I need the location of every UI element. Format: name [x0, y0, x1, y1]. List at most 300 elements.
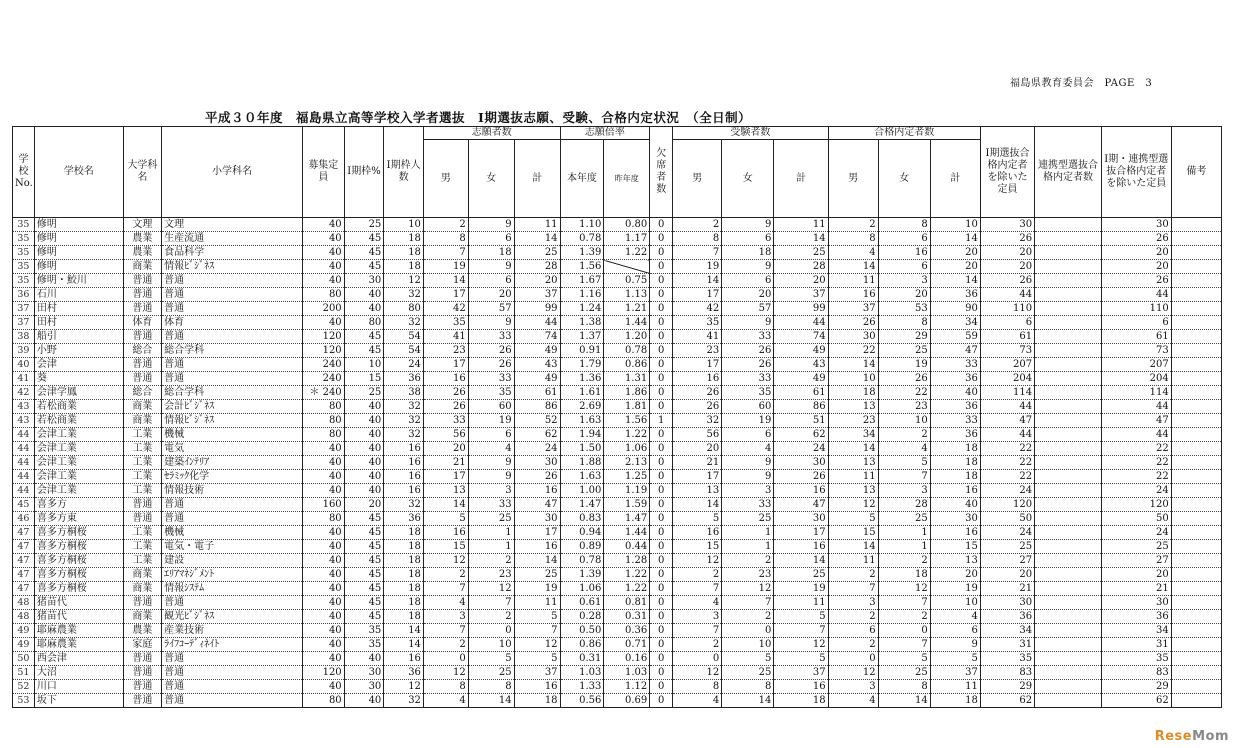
cell-c1: 73: [980, 344, 1034, 358]
cell-ef: 2: [722, 554, 774, 568]
table-row: [13, 582, 1222, 596]
cell-at: 20: [514, 274, 560, 288]
cell-cap: 40: [302, 638, 344, 652]
cell-r2: 1.47: [604, 512, 650, 526]
cell-sub: ｾﾗﾐｯｸ化学: [162, 470, 303, 484]
cell-am: 4: [423, 694, 468, 708]
cell-r2: 0.80: [604, 218, 650, 232]
cell-ef: 33: [722, 372, 774, 386]
cell-c2: 20: [1101, 568, 1171, 582]
cell-sub: 文理: [162, 218, 303, 232]
cell-r1: 1.10: [560, 218, 604, 232]
cell-am: 2: [423, 568, 468, 582]
cell-rk: [1035, 372, 1102, 386]
cell-no: 40: [13, 358, 35, 372]
cell-af: 33: [468, 330, 514, 344]
cell-sub: 機械: [162, 526, 303, 540]
cell-et: 51: [774, 414, 828, 428]
cell-ef: 0: [722, 624, 774, 638]
cell-pt: 10: [930, 218, 980, 232]
cell-r2: 0.44: [604, 540, 650, 554]
cell-ab: 0: [650, 400, 673, 414]
cell-pct: 45: [344, 232, 384, 246]
cell-fac: 工業: [123, 554, 162, 568]
cell-c1: 44: [980, 400, 1034, 414]
cell-sub: 普通: [162, 358, 303, 372]
cell-c1: 29: [980, 680, 1034, 694]
cell-fac: 工業: [123, 456, 162, 470]
header-applicants: 志願者数: [423, 127, 560, 140]
cell-pf: 10: [878, 414, 930, 428]
cell-rm: [1171, 582, 1221, 596]
cell-rm: [1171, 260, 1221, 274]
cell-r2: 1.44: [604, 316, 650, 330]
cell-fac: 普通: [123, 694, 162, 708]
cell-am: 35: [423, 316, 468, 330]
cell-sub: 建設: [162, 554, 303, 568]
cell-af: 6: [468, 428, 514, 442]
cell-no: 49: [13, 638, 35, 652]
cell-sub: 機械: [162, 428, 303, 442]
cell-pf: 3: [878, 484, 930, 498]
cell-c2: 30: [1101, 596, 1171, 610]
cell-et: 20: [774, 274, 828, 288]
cell-cap: 40: [302, 456, 344, 470]
cell-num: 10: [384, 218, 424, 232]
cell-pct: 25: [344, 386, 384, 400]
cell-ef: 20: [722, 288, 774, 302]
cell-school: 修明: [34, 246, 123, 260]
cell-no: 36: [13, 288, 35, 302]
cell-et: 62: [774, 428, 828, 442]
cell-cap: 40: [302, 596, 344, 610]
cell-em: 26: [673, 400, 722, 414]
cell-r1: 1.03: [560, 666, 604, 680]
cell-ef: 3: [722, 484, 774, 498]
cell-et: 14: [774, 232, 828, 246]
cell-ab: 0: [650, 456, 673, 470]
cell-ab: 0: [650, 344, 673, 358]
cell-rk: [1035, 358, 1102, 372]
table-row: [13, 680, 1222, 694]
cell-pct: 45: [344, 582, 384, 596]
cell-cap: 40: [302, 316, 344, 330]
cell-c1: 26: [980, 274, 1034, 288]
cell-c1: 34: [980, 624, 1034, 638]
cell-r2: 1.56: [604, 414, 650, 428]
cell-r2: 2.13: [604, 456, 650, 470]
header-renkei: 連携型選抜合格内定者数: [1035, 127, 1102, 218]
cell-fac: 普通: [123, 372, 162, 386]
cell-pf: 5: [878, 456, 930, 470]
cell-at: 11: [514, 596, 560, 610]
cell-sub: ｴﾘｱﾏﾈｼﾞﾒﾝﾄ: [162, 568, 303, 582]
table-row: [13, 274, 1222, 288]
cell-pm: 13: [828, 484, 878, 498]
cell-am: 0: [423, 652, 468, 666]
cell-pf: 22: [878, 386, 930, 400]
header-passed: 合格内定者数: [828, 127, 980, 140]
cell-c1: 83: [980, 666, 1034, 680]
cell-rk: [1035, 442, 1102, 456]
cell-c2: 25: [1101, 540, 1171, 554]
cell-at: 5: [514, 652, 560, 666]
cell-c2: 34: [1101, 624, 1171, 638]
cell-af: 25: [468, 666, 514, 680]
cell-rm: [1171, 414, 1221, 428]
cell-pt: 34: [930, 316, 980, 330]
cell-school: 修明: [34, 218, 123, 232]
cell-ef: 10: [722, 638, 774, 652]
header-exam-female: 女: [722, 140, 774, 218]
cell-pct: 40: [344, 694, 384, 708]
cell-r2: 0.16: [604, 652, 650, 666]
cell-at: 25: [514, 246, 560, 260]
cell-ef: 8: [722, 680, 774, 694]
cell-cap: 80: [302, 428, 344, 442]
cell-pct: 35: [344, 638, 384, 652]
table-row: [13, 414, 1222, 428]
cell-rm: [1171, 344, 1221, 358]
cell-pct: 45: [344, 526, 384, 540]
cell-no: 44: [13, 470, 35, 484]
cell-rm: [1171, 680, 1221, 694]
cell-pf: 23: [878, 400, 930, 414]
cell-pm: 14: [828, 358, 878, 372]
table-row: [13, 442, 1222, 456]
cell-pf: 28: [878, 498, 930, 512]
cell-pm: 7: [828, 582, 878, 596]
cell-et: 11: [774, 596, 828, 610]
cell-am: 33: [423, 414, 468, 428]
cell-num: 12: [384, 274, 424, 288]
cell-ab: 0: [650, 470, 673, 484]
cell-pf: 25: [878, 666, 930, 680]
cell-sub: 普通: [162, 498, 303, 512]
table-row: [13, 624, 1222, 638]
cell-pm: 11: [828, 470, 878, 484]
cell-cap: 80: [302, 512, 344, 526]
table-row: [13, 316, 1222, 330]
cell-pf: 26: [878, 372, 930, 386]
cell-num: 32: [384, 428, 424, 442]
cell-ab: 0: [650, 554, 673, 568]
cell-rm: [1171, 540, 1221, 554]
page-title: 平成３０年度 福島県立高等学校入学者選抜 Ⅰ期選抜志願、受験、合格内定状況 （全日制）: [205, 110, 752, 125]
cell-fac: 商業: [123, 582, 162, 596]
cell-pt: 40: [930, 498, 980, 512]
cell-pt: 36: [930, 428, 980, 442]
cell-ef: 6: [722, 232, 774, 246]
cell-at: 16: [514, 540, 560, 554]
cell-rm: [1171, 232, 1221, 246]
cell-af: 6: [468, 232, 514, 246]
cell-pm: 13: [828, 456, 878, 470]
cell-cap: 120: [302, 330, 344, 344]
cell-r1: 1.37: [560, 330, 604, 344]
cell-at: 16: [514, 680, 560, 694]
cell-no: 35: [13, 246, 35, 260]
cell-rm: [1171, 624, 1221, 638]
cell-at: 43: [514, 358, 560, 372]
cell-r2: 1.44: [604, 526, 650, 540]
cell-em: 15: [673, 540, 722, 554]
cell-am: 23: [423, 344, 468, 358]
cell-rm: [1171, 638, 1221, 652]
cell-no: 47: [13, 526, 35, 540]
cell-c1: 30: [980, 596, 1034, 610]
cell-pf: 6: [878, 260, 930, 274]
cell-sub: 総合学科: [162, 344, 303, 358]
cell-pt: 19: [930, 582, 980, 596]
cell-pt: 18: [930, 694, 980, 708]
cell-sub: 体育: [162, 316, 303, 330]
cell-et: 24: [774, 442, 828, 456]
cell-em: 14: [673, 274, 722, 288]
cell-r1: 0.86: [560, 638, 604, 652]
cell-pf: 7: [878, 596, 930, 610]
cell-rk: [1035, 274, 1102, 288]
cell-r1: 0.89: [560, 540, 604, 554]
cell-pt: 59: [930, 330, 980, 344]
cell-school: 西会津: [34, 652, 123, 666]
table-row: [13, 484, 1222, 498]
cell-ef: 26: [722, 344, 774, 358]
cell-num: 32: [384, 694, 424, 708]
cell-at: 61: [514, 386, 560, 400]
cell-c1: 22: [980, 456, 1034, 470]
cell-rk: [1035, 218, 1102, 232]
cell-ab: 0: [650, 638, 673, 652]
cell-rm: [1171, 568, 1221, 582]
cell-school: 修明・鮫川: [34, 274, 123, 288]
cell-am: 42: [423, 302, 468, 316]
cell-rm: [1171, 610, 1221, 624]
cell-pm: 18: [828, 386, 878, 400]
cell-pt: 33: [930, 358, 980, 372]
cell-pf: 0: [878, 624, 930, 638]
cell-pf: 2: [878, 554, 930, 568]
cell-cap: 40: [302, 470, 344, 484]
cell-ab: 0: [650, 442, 673, 456]
cell-c1: 26: [980, 232, 1034, 246]
cell-c2: 20: [1101, 246, 1171, 260]
cell-pm: 11: [828, 554, 878, 568]
cell-fac: 商業: [123, 610, 162, 624]
cell-at: 30: [514, 512, 560, 526]
cell-af: 3: [468, 484, 514, 498]
cell-et: 74: [774, 330, 828, 344]
cell-r1: 0.56: [560, 694, 604, 708]
cell-pm: 22: [828, 344, 878, 358]
cell-rk: [1035, 232, 1102, 246]
cell-pm: 0: [828, 652, 878, 666]
cell-c1: 22: [980, 442, 1034, 456]
cell-ef: 4: [722, 442, 774, 456]
cell-pf: 25: [878, 512, 930, 526]
cell-no: 47: [13, 582, 35, 596]
cell-pm: 2: [828, 610, 878, 624]
cell-ab: 0: [650, 484, 673, 498]
cell-at: 14: [514, 232, 560, 246]
cell-pt: 18: [930, 470, 980, 484]
cell-rk: [1035, 288, 1102, 302]
cell-num: 38: [384, 386, 424, 400]
cell-et: 49: [774, 344, 828, 358]
cell-rm: [1171, 302, 1221, 316]
cell-am: 3: [423, 610, 468, 624]
cell-r2: 0.78: [604, 344, 650, 358]
cell-am: 8: [423, 232, 468, 246]
cell-num: 18: [384, 596, 424, 610]
cell-cap: 40: [302, 246, 344, 260]
cell-af: 8: [468, 680, 514, 694]
cell-rk: [1035, 652, 1102, 666]
cell-ef: 2: [722, 610, 774, 624]
cell-ab: 0: [650, 372, 673, 386]
cell-r1: 0.91: [560, 344, 604, 358]
cell-et: 5: [774, 652, 828, 666]
cell-pf: 8: [878, 680, 930, 694]
cell-rk: [1035, 302, 1102, 316]
cell-at: 37: [514, 666, 560, 680]
cell-c2: 24: [1101, 484, 1171, 498]
cell-rm: [1171, 386, 1221, 400]
cell-cap: 40: [302, 568, 344, 582]
cell-r1: 1.63: [560, 470, 604, 484]
cell-pf: 3: [878, 274, 930, 288]
cell-em: 0: [673, 652, 722, 666]
cell-school: 喜多方: [34, 498, 123, 512]
cell-rk: [1035, 568, 1102, 582]
table-row: [13, 246, 1222, 260]
cell-school: 喜多方桐桜: [34, 540, 123, 554]
cell-r1: 1.36: [560, 372, 604, 386]
cell-c1: 21: [980, 582, 1034, 596]
cell-af: 12: [468, 582, 514, 596]
cell-pm: 6: [828, 624, 878, 638]
cell-et: 17: [774, 526, 828, 540]
cell-fac: 農業: [123, 246, 162, 260]
cell-em: 12: [673, 554, 722, 568]
cell-pm: 5: [828, 512, 878, 526]
cell-c1: 20: [980, 260, 1034, 274]
cell-pct: 30: [344, 274, 384, 288]
cell-rm: [1171, 330, 1221, 344]
cell-am: 17: [423, 288, 468, 302]
cell-r1: 1.00: [560, 484, 604, 498]
cell-ef: 1: [722, 526, 774, 540]
cell-am: 7: [423, 582, 468, 596]
header-this-year: 本年度: [560, 140, 604, 218]
cell-cap: 40: [302, 652, 344, 666]
cell-em: 8: [673, 680, 722, 694]
cell-cap: 40: [302, 610, 344, 624]
cell-no: 37: [13, 316, 35, 330]
cell-pt: 13: [930, 554, 980, 568]
cell-rk: [1035, 666, 1102, 680]
header-last-year: 昨年度: [604, 140, 650, 218]
cell-et: 11: [774, 218, 828, 232]
cell-cap: 40: [302, 624, 344, 638]
cell-pt: 4: [930, 610, 980, 624]
cell-num: 18: [384, 568, 424, 582]
cell-ef: 23: [722, 568, 774, 582]
cell-c2: 24: [1101, 526, 1171, 540]
cell-c2: 21: [1101, 582, 1171, 596]
cell-fac: 体育: [123, 316, 162, 330]
cell-pf: 16: [878, 246, 930, 260]
cell-num: 18: [384, 526, 424, 540]
cell-r1: 0.78: [560, 554, 604, 568]
cell-r1: 1.47: [560, 498, 604, 512]
cell-ef: 33: [722, 330, 774, 344]
cell-no: 47: [13, 568, 35, 582]
cell-no: 52: [13, 680, 35, 694]
cell-school: 会津: [34, 358, 123, 372]
cell-r2: 0.36: [604, 624, 650, 638]
cell-pct: 40: [344, 400, 384, 414]
cell-em: 56: [673, 428, 722, 442]
header-cap-excl2: Ⅰ期・連携型選抜合格内定者を除いた定員: [1101, 127, 1171, 218]
cell-sub: 情報ｼｽﾃﾑ: [162, 582, 303, 596]
cell-sub: 建築ｲﾝﾃﾘｱ: [162, 456, 303, 470]
cell-af: 25: [468, 512, 514, 526]
cell-em: 7: [673, 624, 722, 638]
cell-pf: 19: [878, 358, 930, 372]
cell-no: 53: [13, 694, 35, 708]
cell-num: 14: [384, 638, 424, 652]
cell-et: 25: [774, 246, 828, 260]
cell-et: 7: [774, 624, 828, 638]
cell-em: 41: [673, 330, 722, 344]
cell-cap: 40: [302, 554, 344, 568]
cell-at: 5: [514, 610, 560, 624]
cell-r1: 1.33: [560, 680, 604, 694]
cell-no: 35: [13, 232, 35, 246]
cell-pct: 25: [344, 218, 384, 232]
cell-ef: 9: [722, 470, 774, 484]
cell-num: 36: [384, 372, 424, 386]
cell-num: 16: [384, 470, 424, 484]
cell-c2: 27: [1101, 554, 1171, 568]
table-row: [13, 610, 1222, 624]
cell-school: 耶麻農業: [34, 624, 123, 638]
cell-rk: [1035, 246, 1102, 260]
cell-ab: 0: [650, 512, 673, 526]
cell-r2: 1.86: [604, 386, 650, 400]
header-phase1-num: Ⅰ期枠人数: [384, 127, 424, 218]
cell-af: 9: [468, 456, 514, 470]
cell-at: 74: [514, 330, 560, 344]
cell-pf: 14: [878, 694, 930, 708]
cell-r1: 1.94: [560, 428, 604, 442]
cell-num: 32: [384, 498, 424, 512]
cell-r1: 1.24: [560, 302, 604, 316]
cell-ef: 33: [722, 498, 774, 512]
cell-c2: 36: [1101, 610, 1171, 624]
header-ratio: 志願倍率: [560, 127, 650, 140]
cell-ef: 14: [722, 694, 774, 708]
cell-r2: 1.21: [604, 302, 650, 316]
cell-c1: 6: [980, 316, 1034, 330]
cell-school: 坂下: [34, 694, 123, 708]
table-row: [13, 554, 1222, 568]
cell-rk: [1035, 638, 1102, 652]
cell-fac: 普通: [123, 358, 162, 372]
cell-af: 7: [468, 596, 514, 610]
cell-r2: 0.81: [604, 596, 650, 610]
